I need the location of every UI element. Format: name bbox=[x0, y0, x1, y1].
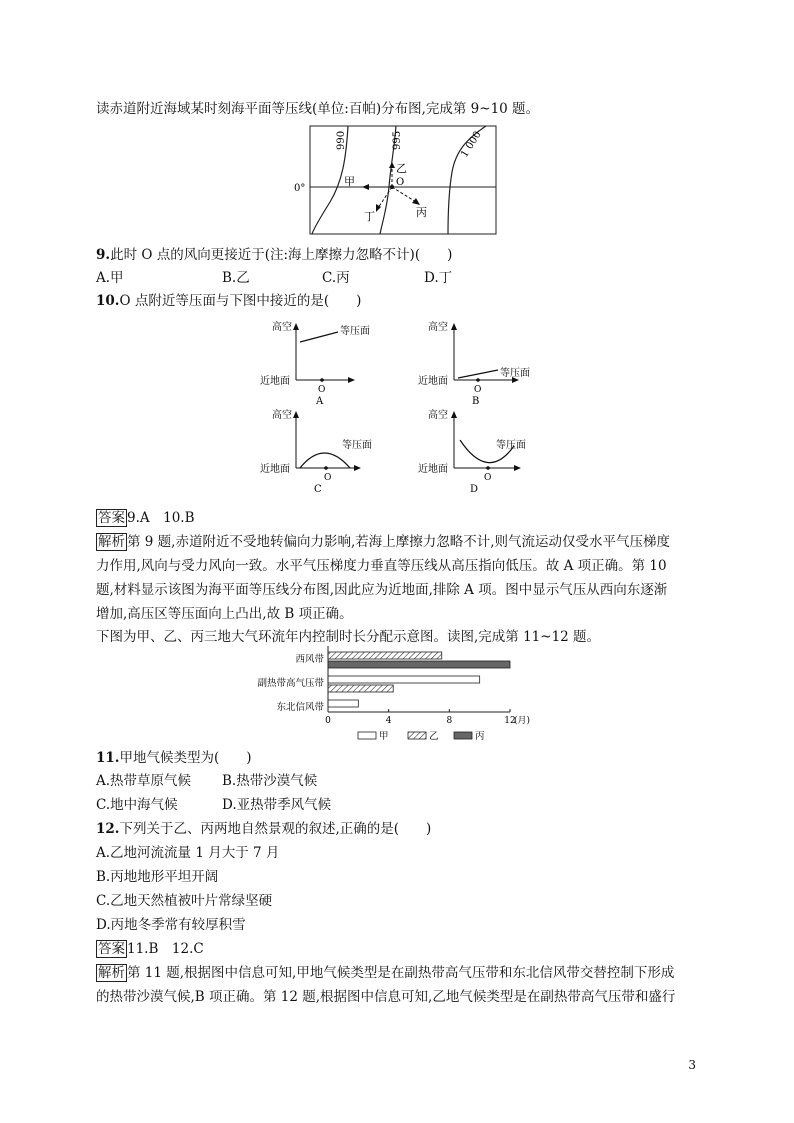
legend-swatch-1 bbox=[408, 732, 426, 739]
q12-option-a: A.乙地河流流量 1 月大于 7 月 bbox=[96, 845, 280, 861]
category-label-0: 西风带 bbox=[295, 654, 324, 665]
q12-option-c: C.乙地天然植被叶片常绿坚硬 bbox=[96, 893, 273, 909]
x-tick-label-3: 12 bbox=[504, 716, 516, 726]
legend-swatch-0 bbox=[358, 732, 376, 739]
panel-d-ground: 近地面 bbox=[418, 464, 448, 475]
isobar-map bbox=[290, 120, 502, 238]
q11-option-a: A.热带草原气候 bbox=[96, 773, 192, 789]
question-9-stem: 此时 O 点的风向更接近于(注:海上摩擦力忽略不计)( ) bbox=[110, 247, 453, 263]
circulation-bar-chart bbox=[240, 646, 560, 746]
panel-a-high: 高空 bbox=[272, 322, 292, 333]
explain-1-line-4: 增加,高压区等压面向上凸出,故 B 项正确。 bbox=[96, 606, 353, 622]
dir-ding: 丁 bbox=[364, 210, 375, 223]
question-12-stem: 下列关于乙、丙两地自然景观的叙述,正确的是( ) bbox=[119, 821, 432, 837]
intro-text-2: 下图为甲、乙、丙三地大气环流年内控制时长分配示意图。读图,完成第 11~12 题。 bbox=[96, 629, 601, 645]
page-number: 3 bbox=[688, 1058, 696, 1072]
panel-c-point: O bbox=[324, 473, 332, 483]
x-tick-label-1: 4 bbox=[385, 716, 392, 726]
question-12 bbox=[96, 819, 431, 839]
panel-a-surface: 等压面 bbox=[340, 326, 370, 337]
panel-a bbox=[258, 318, 378, 406]
question-12-number: 12. bbox=[96, 821, 120, 837]
q9-option-d: D.丁 bbox=[424, 270, 453, 286]
panel-b-ground: 近地面 bbox=[418, 376, 448, 387]
x-tick-label-2: 8 bbox=[446, 716, 453, 726]
panel-d-label: D bbox=[470, 484, 479, 495]
panel-b bbox=[418, 318, 538, 406]
explain-2-tag: 解析 bbox=[98, 965, 125, 981]
q9-option-a: A.甲 bbox=[96, 270, 124, 286]
bar-甲-2 bbox=[328, 700, 358, 707]
panel-c-label: C bbox=[314, 484, 322, 495]
point-o-label: O bbox=[396, 177, 405, 188]
explain-1-line-2: 力作用,风向与受力风向一致。水平气压梯度力垂直等压线从高压指向低压。故 A 项正确。第 10 bbox=[96, 558, 667, 574]
category-label-1: 副热带高气压带 bbox=[257, 678, 324, 689]
explain-2-line-1 bbox=[96, 963, 674, 983]
panel-b-high: 高空 bbox=[428, 322, 448, 333]
question-10-stem: O 点附近等压面与下图中接近的是( ) bbox=[119, 293, 362, 309]
panel-a-point: O bbox=[318, 385, 326, 395]
answer-1-text: 9.A 10.B bbox=[127, 510, 195, 526]
isobar-label-1000: 1 000 bbox=[459, 129, 484, 160]
answer-2-text: 11.B 12.C bbox=[127, 941, 204, 957]
bar-丙-0 bbox=[328, 661, 510, 668]
q9-option-c: C.丙 bbox=[322, 270, 350, 286]
answer-2-tag: 答案 bbox=[98, 941, 125, 957]
bar-乙-0 bbox=[328, 652, 442, 659]
dir-bing: 丙 bbox=[416, 206, 427, 219]
panel-b-point: O bbox=[474, 385, 482, 395]
legend-label-0: 甲 bbox=[379, 731, 389, 742]
explain-1-line-1 bbox=[96, 532, 670, 552]
category-label-2: 东北信风带 bbox=[276, 702, 324, 713]
panel-a-label: A bbox=[316, 396, 324, 406]
panel-c bbox=[258, 404, 378, 496]
explain-2-line-2: 的热带沙漠气候,B 项正确。第 12 题,根据图中信息可知,乙地气候类型是在副热带高气压带和盛行 bbox=[96, 989, 676, 1005]
legend-label-2: 丙 bbox=[475, 731, 485, 742]
explain-1-line-3: 题,材料显示该图为海平面等压线分布图,因此应为近地面,排除 A 项。图中显示气压从西向东逐渐 bbox=[96, 582, 668, 598]
q11-option-b: B.热带沙漠气候 bbox=[222, 773, 318, 789]
panel-d-high: 高空 bbox=[428, 410, 448, 421]
legend-label-1: 乙 bbox=[429, 731, 439, 742]
q12-option-b: B.丙地地形平坦开阔 bbox=[96, 869, 219, 885]
question-9-number: 9. bbox=[96, 247, 111, 263]
panel-d bbox=[418, 404, 538, 496]
question-10-number: 10. bbox=[96, 293, 120, 309]
q11-option-d: D.亚热带季风气候 bbox=[222, 797, 332, 813]
question-11-stem: 甲地气候类型为( ) bbox=[119, 750, 252, 766]
panel-d-point: O bbox=[484, 473, 492, 483]
question-9 bbox=[96, 245, 452, 265]
question-11 bbox=[96, 748, 252, 768]
q11-option-c: C.地中海气候 bbox=[96, 797, 178, 813]
panel-c-ground: 近地面 bbox=[260, 464, 290, 475]
x-tick-label-0: 0 bbox=[325, 716, 331, 726]
x-unit-label: (月) bbox=[514, 716, 531, 726]
panel-d-surface: 等压面 bbox=[496, 440, 526, 451]
answer-2 bbox=[96, 939, 204, 959]
bar-甲-1 bbox=[328, 676, 480, 683]
bar-乙-1 bbox=[328, 685, 393, 692]
panel-c-high: 高空 bbox=[272, 410, 292, 421]
isobar-label-995: 995 bbox=[392, 130, 403, 150]
panel-b-label: B bbox=[472, 396, 480, 406]
question-11-number: 11. bbox=[96, 750, 120, 766]
dir-yi: 乙 bbox=[396, 162, 407, 175]
dir-jia: 甲 bbox=[344, 175, 355, 188]
q9-option-b: B.乙 bbox=[222, 270, 250, 286]
legend-swatch-2 bbox=[454, 732, 472, 739]
question-10 bbox=[96, 291, 361, 311]
explain-1-tag: 解析 bbox=[98, 534, 125, 550]
intro-text-1: 读赤道附近海域某时刻海平面等压线(单位:百帕)分布图,完成第 9~10 题。 bbox=[96, 101, 540, 117]
panel-a-ground: 近地面 bbox=[260, 376, 290, 387]
panel-c-surface: 等压面 bbox=[342, 440, 372, 451]
isobar-label-990: 990 bbox=[336, 130, 347, 150]
answer-1-tag: 答案 bbox=[98, 510, 125, 526]
q12-option-d: D.丙地冬季常有较厚积雪 bbox=[96, 917, 246, 933]
explain-1-text-1: 第 9 题,赤道附近不受地转偏向力影响,若海上摩擦力忽略不计,则气流运动仅受水平气压梯度 bbox=[127, 534, 671, 550]
panel-b-surface: 等压面 bbox=[500, 368, 530, 379]
explain-2-text-1: 第 11 题,根据图中信息可知,甲地气候类型是在副热带高气压带和东北信风带交替控制下形成 bbox=[127, 965, 675, 981]
equator-label: 0° bbox=[294, 183, 306, 194]
answer-1 bbox=[96, 508, 195, 528]
